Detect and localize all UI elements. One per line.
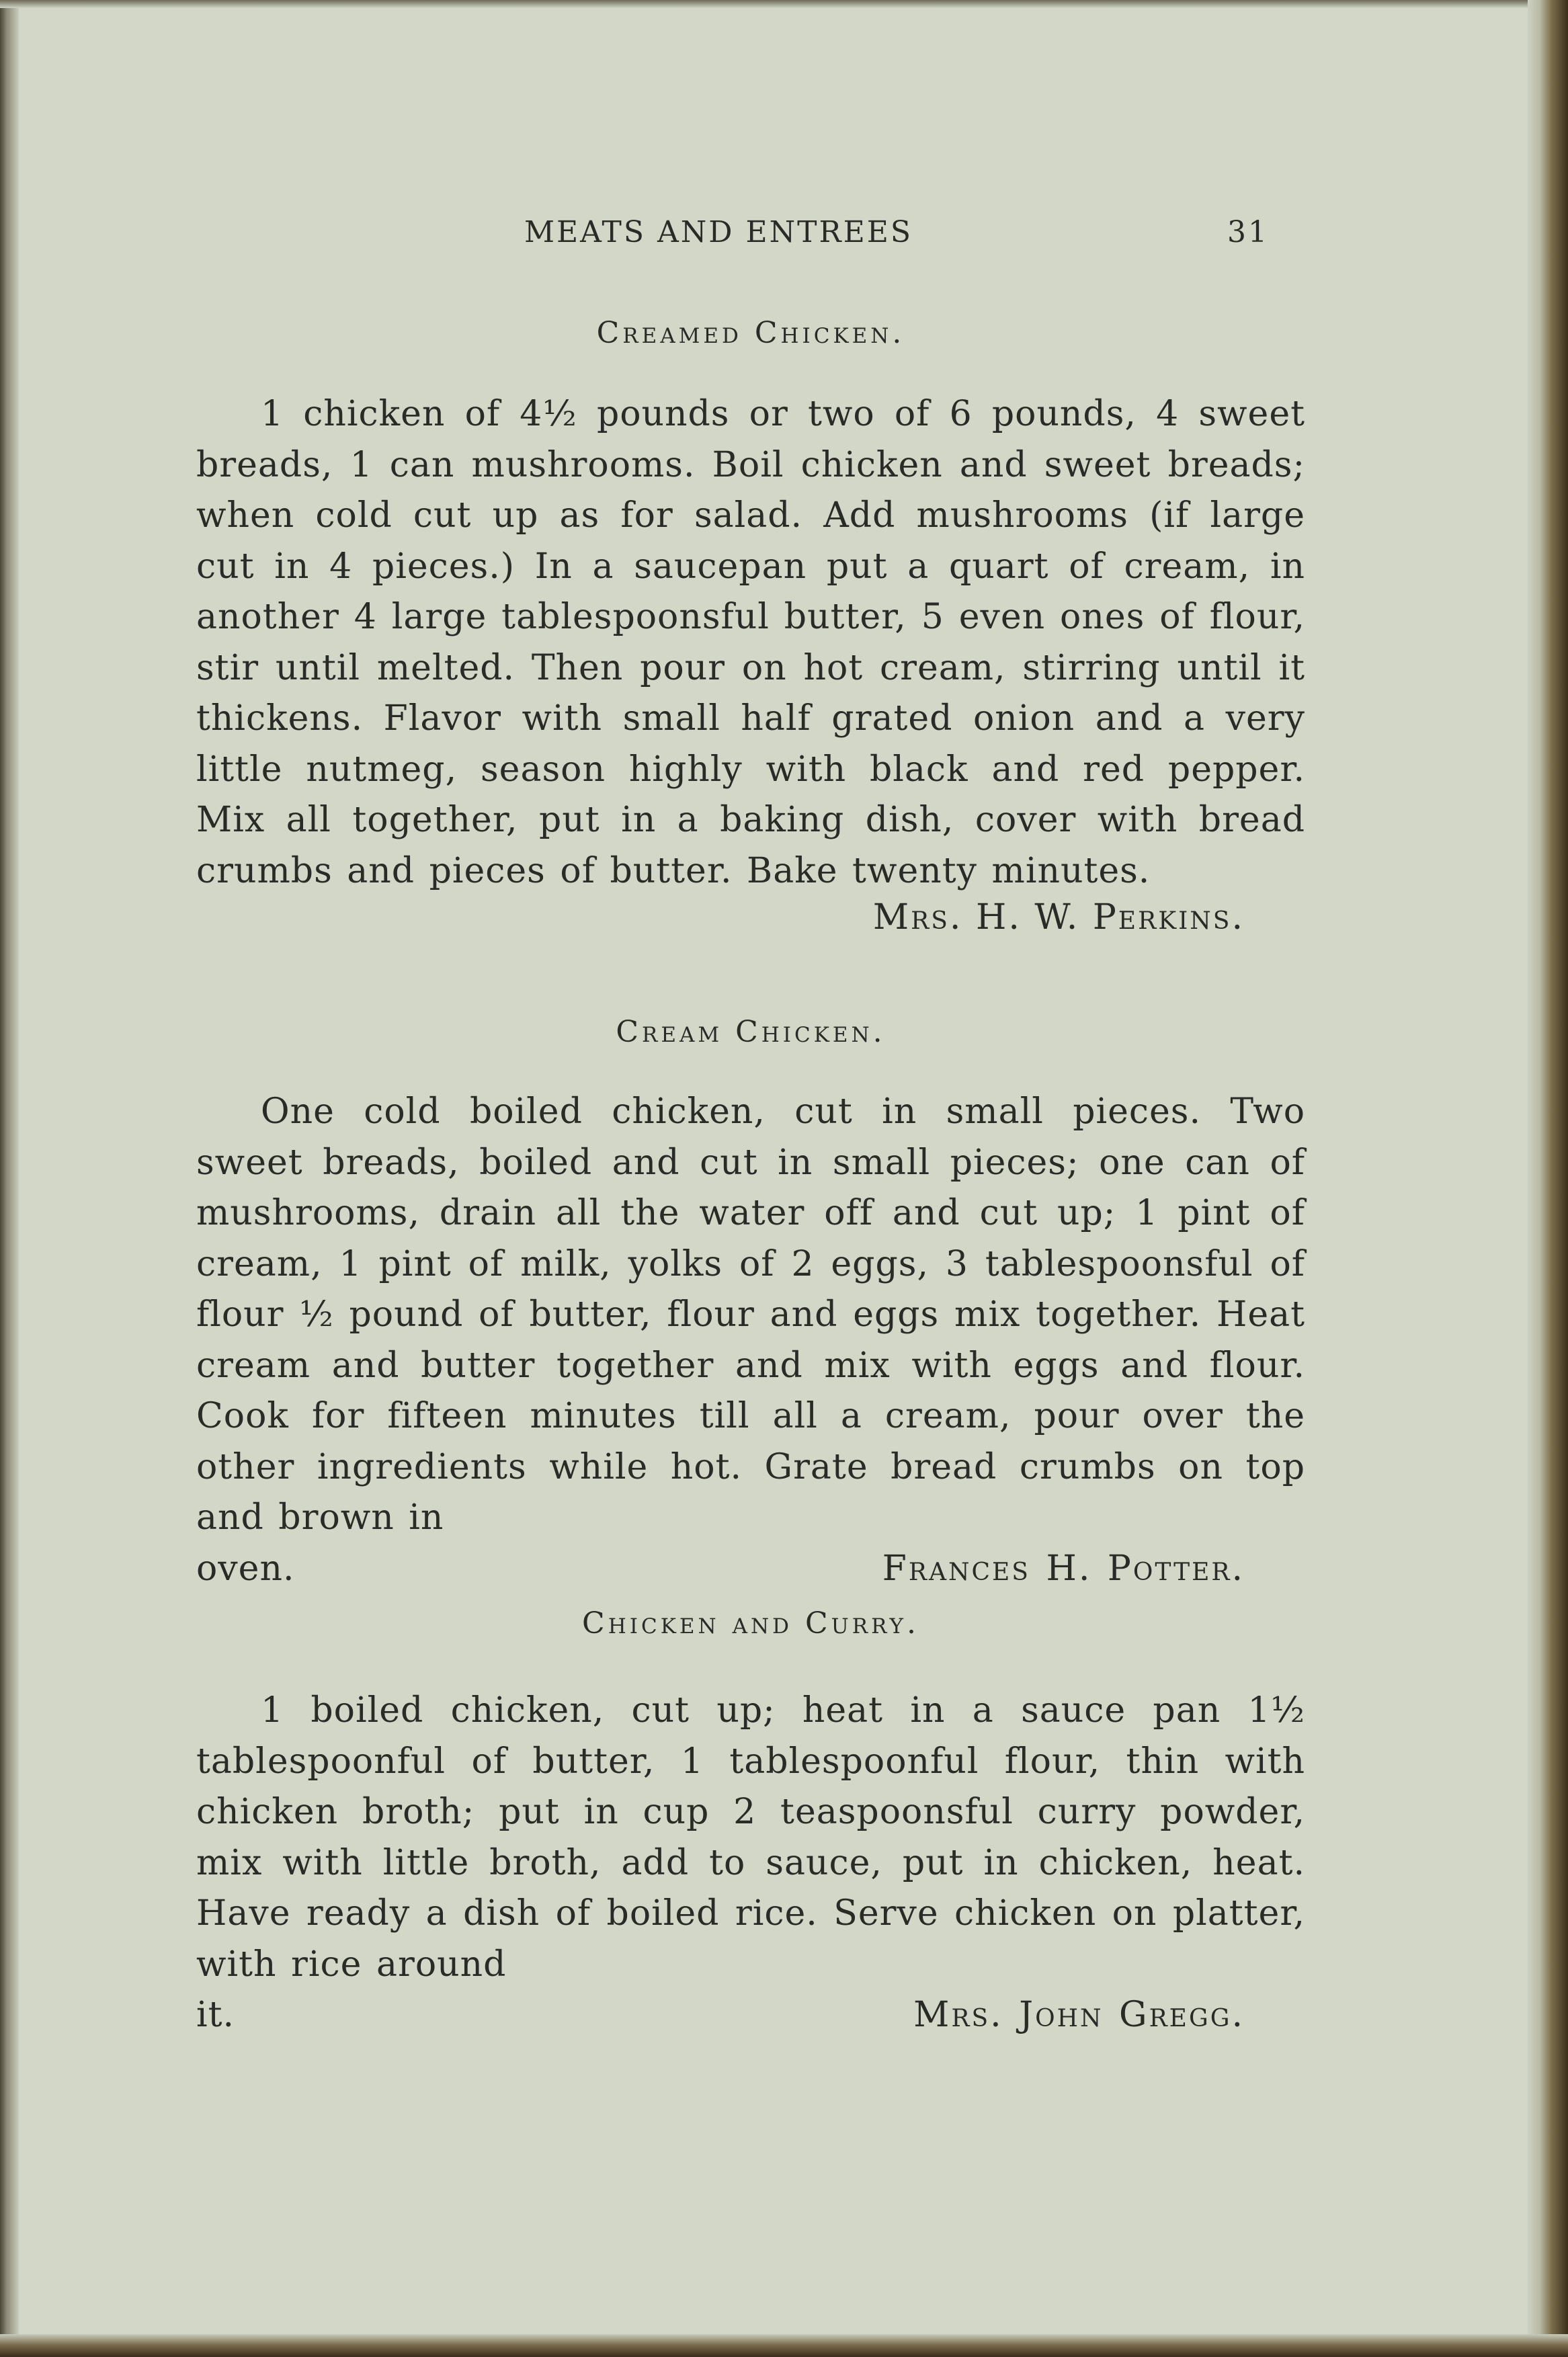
recipe-title-cream-chicken: Cream Chicken. [616,1015,886,1049]
recipe-title-creamed-chicken: Creamed Chicken. [596,316,905,350]
recipe-closing-line [196,1544,1305,1595]
page-edge-top [0,0,1568,8]
recipe-closing-line [196,1990,1305,2041]
recipe-last-word: oven. [196,1548,295,1589]
recipe-body-cream-chicken [196,1087,1305,1594]
page-edge-bottom [0,2334,1568,2357]
recipe-paragraph: 1 boiled chicken, cut up; heat in a sauce pan 1½ tablespoonful of butter, 1 tablespoonful flour, thin with chicken broth; put in cup 2 teaspoonsful curry powder, mix with little broth, add to sauce, put in chicken, heat. Have ready a dish of boiled rice. Serve chicken on platter, with rice around [196,1690,1305,1985]
recipe-author-perkins: Mrs. H. W. Perkins. [872,897,1245,938]
recipe-author-gregg: Mrs. John Gregg. [913,1995,1245,2035]
recipe-paragraph: 1 chicken of 4½ pounds or two of 6 pounds, 4 sweet breads, 1 can mushrooms. Boil chicken and sweet breads; when cold cut up as for salad. Add mushrooms (if large cut in 4 pieces.) In a saucepan put a quart of cream, in another 4 large tablespoonsful butter, 5 even ones of flour, stir until melted. Then pour on hot cream, stirring until it thickens. Flavor with small half grated onion and a very little nutmeg, season highly with black and red pepper. Mix all together, put in a baking dish, cover with bread crumbs and pieces of butter. Bake twenty minutes. [196,394,1305,891]
page-edge-right [1528,0,1568,2357]
recipe-body-creamed-chicken [196,389,1305,897]
recipe-body-chicken-and-curry [196,1686,1305,2041]
page-number: 31 [1227,215,1269,249]
recipe-last-word: it. [196,1995,235,2035]
recipe-title-chicken-and-curry: Chicken and Curry. [582,1606,919,1641]
recipe-author-potter: Frances H. Potter. [882,1548,1245,1589]
recipe-paragraph: One cold boiled chicken, cut in small pieces. Two sweet breads, boiled and cut in small pieces; one can of mushrooms, drain all the water off and cut up; 1 pint of cream, 1 pint of milk, yolks of 2 eggs, 3 tablespoonsful of flour ½ pound of butter, flour and eggs mix together. Heat cream and butter together and mix with eggs and flour. Cook for fifteen minutes till all a cream, pour over the other ingredients while hot. Grate bread crumbs on top and brown in [196,1091,1305,1538]
binding-edge-left [0,0,19,2357]
running-head: MEATS AND ENTREES [524,215,913,249]
